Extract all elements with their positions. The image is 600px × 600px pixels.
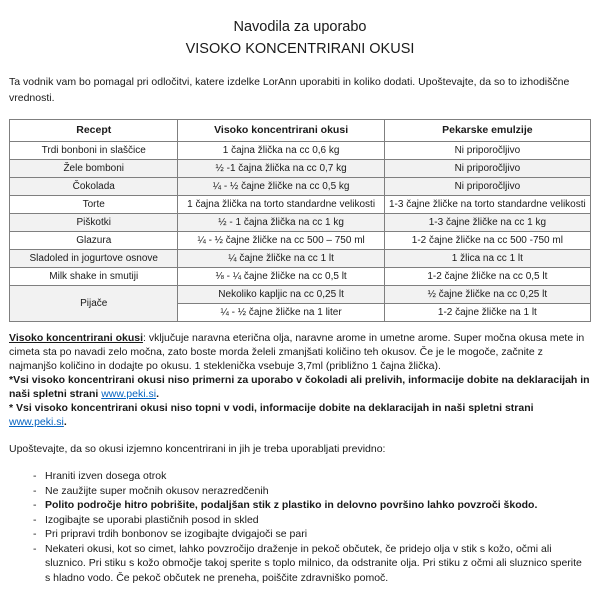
cell-recipe: Trdi bonboni in slaščice	[10, 142, 178, 160]
table-row	[10, 268, 591, 286]
cell-recipe: Milk shake in smutiji	[10, 268, 178, 286]
caution-item	[9, 527, 591, 542]
cell-emulsion: ½ čajne žličke na cc 0,25 lt	[384, 286, 590, 304]
cell-emulsion: 1-2 čajne žličke na 1 lt	[384, 304, 590, 322]
caution-item	[9, 469, 591, 484]
caution-text: Izogibajte se uporabi plastičnih posod in skled	[45, 513, 259, 526]
cell-concentrated: ½ -1 čajna žlička na cc 0,7 kg	[178, 160, 384, 178]
note-concentrated-flavors	[9, 331, 591, 373]
header-recipe: Recept	[10, 120, 178, 142]
dash-marker: -	[33, 513, 37, 526]
table-header-row	[10, 120, 591, 142]
cell-emulsion: 1-2 čajne žličke na cc 500 -750 ml	[384, 232, 590, 250]
header-bakery-emulsions: Pekarske emulzije	[384, 120, 590, 142]
cell-concentrated: 1 čajna žlička na cc 0,6 kg	[178, 142, 384, 160]
dash-marker: -	[33, 470, 37, 482]
cell-concentrated: 1 čajna žlička na torto standardne velikosti	[178, 196, 384, 214]
note-label: Visoko koncentrirani okusi	[9, 332, 144, 344]
caution-text: Hraniti izven dosega otrok	[45, 470, 167, 482]
note-water-solubility	[9, 401, 591, 429]
table-row	[10, 178, 591, 196]
caution-text: Ne zaužijte super močnih okusov nerazredčenih	[45, 484, 269, 497]
table-row	[10, 214, 591, 232]
dash-marker: -	[33, 528, 37, 540]
cell-concentrated: ½ - 1 čajna žlička na cc 1 kg	[178, 214, 384, 232]
caution-item	[9, 498, 591, 513]
dash-marker: -	[33, 542, 37, 555]
note-suffix: .	[156, 388, 159, 400]
cell-concentrated: Nekoliko kapljic na cc 0,25 lt	[178, 286, 384, 304]
cell-concentrated: ¼ - ½ čajne žličke na cc 0,5 kg	[178, 178, 384, 196]
caution-item	[9, 484, 591, 499]
note-text: *Vsi visoko koncentrirani okusi niso primerni za uporabo v čokoladi ali prelivih, informacije dobite na deklaracijah in naši spletni strani	[9, 374, 590, 400]
caution-text: Polito področje hitro pobrišite, podaljšan stik z plastiko in delovno površino lahko povzroči škodo.	[45, 499, 538, 511]
website-link[interactable]: www.peki.si	[9, 416, 64, 428]
cell-recipe: Torte	[10, 196, 178, 214]
title-line-1: Navodila za uporabo	[233, 19, 367, 35]
cell-emulsion: 1-3 čajne žličke na torto standardne velikosti	[384, 196, 590, 214]
cell-emulsion: 1 žlica na cc 1 lt	[384, 250, 590, 268]
dosage-table	[9, 119, 591, 322]
title-line-2: VISOKO KONCENTRIRANI OKUSI	[185, 41, 415, 57]
header-concentrated-flavors: Visoko koncentrirani okusi	[178, 120, 384, 142]
cell-emulsion: 1-3 čajne žličke na cc 1 kg	[384, 214, 590, 232]
note-text: * Vsi visoko koncentrirani okusi niso topni v vodi, informacije dobite na deklaracijah in naši spletni strani	[9, 402, 534, 414]
table-row	[10, 286, 591, 304]
caution-list	[9, 469, 591, 585]
cell-recipe: Sladoled in jogurtove osnove	[10, 250, 178, 268]
notes-block	[9, 331, 591, 429]
caution-item	[9, 513, 591, 528]
caution-text: Pri pripravi trdih bonbonov se izogibajte dvigajoči se pari	[45, 528, 308, 540]
website-link[interactable]: www.peki.si	[101, 388, 157, 400]
cell-concentrated: ¼ čajne žličke na cc 1 lt	[178, 250, 384, 268]
cell-recipe: Pijače	[10, 286, 178, 322]
table-row	[10, 196, 591, 214]
cell-recipe: Čokolada	[10, 178, 178, 196]
caution-text: Nekateri okusi, kot so cimet, lahko povzročijo draženje in pekoč občutek, če pridejo olja v stik s kožo, očmi ali sluznico. Pri stiku s kožo območje takoj sperite s toplo milnico, da odstranite olja. Pri stiku z očmi ali sluznico sperite s hladno vodo. Če pekoč občutek ne preneha, poiščite zdravniško pomoč.	[45, 542, 582, 584]
note-text: : vključuje naravna eterična olja, naravne arome in umetne arome. Super močna okusa mete in cimeta sta po navadi zelo močna, zato boste morda želeli zmanjšati količino teh okusov. Če je le mogoče, začnite z najmanjšo količino in dodajte po okusu. 1 steklenička vsebuje 3,7ml (približno 1 čajna žlička).	[9, 332, 585, 372]
document-title	[9, 16, 591, 60]
dash-marker: -	[33, 484, 37, 497]
note-suffix: .	[63, 416, 67, 428]
cell-emulsion: Ni priporočljivo	[384, 160, 590, 178]
dash-marker: -	[33, 499, 37, 511]
cell-concentrated: ⅛ - ¼ čajne žličke na cc 0,5 lt	[178, 268, 384, 286]
caution-item	[9, 542, 591, 586]
cell-concentrated: ¼ - ½ čajne žličke na 1 liter	[178, 304, 384, 322]
cell-emulsion: Ni priporočljivo	[384, 142, 590, 160]
table-row	[10, 232, 591, 250]
table-row	[10, 160, 591, 178]
cell-emulsion: 1-2 čajne žličke na cc 0,5 lt	[384, 268, 590, 286]
cell-recipe: Žele bomboni	[10, 160, 178, 178]
cell-concentrated: ¼ - ½ čajne žličke na cc 500 – 750 ml	[178, 232, 384, 250]
caution-intro: Upoštevajte, da so okusi izjemno koncentrirani in jih je treba uporabljati previdno:	[9, 443, 386, 455]
cell-emulsion: Ni priporočljivo	[384, 178, 590, 196]
note-chocolate-warning	[9, 373, 591, 401]
cell-recipe: Glazura	[10, 232, 178, 250]
table-row	[10, 250, 591, 268]
intro-paragraph: Ta vodnik vam bo pomagal pri odločitvi, katere izdelke LorAnn uporabiti in koliko dodati. Upoštevajte, da so to izhodiščne vrednosti.	[9, 76, 570, 104]
cell-recipe: Piškotki	[10, 214, 178, 232]
table-row	[10, 142, 591, 160]
